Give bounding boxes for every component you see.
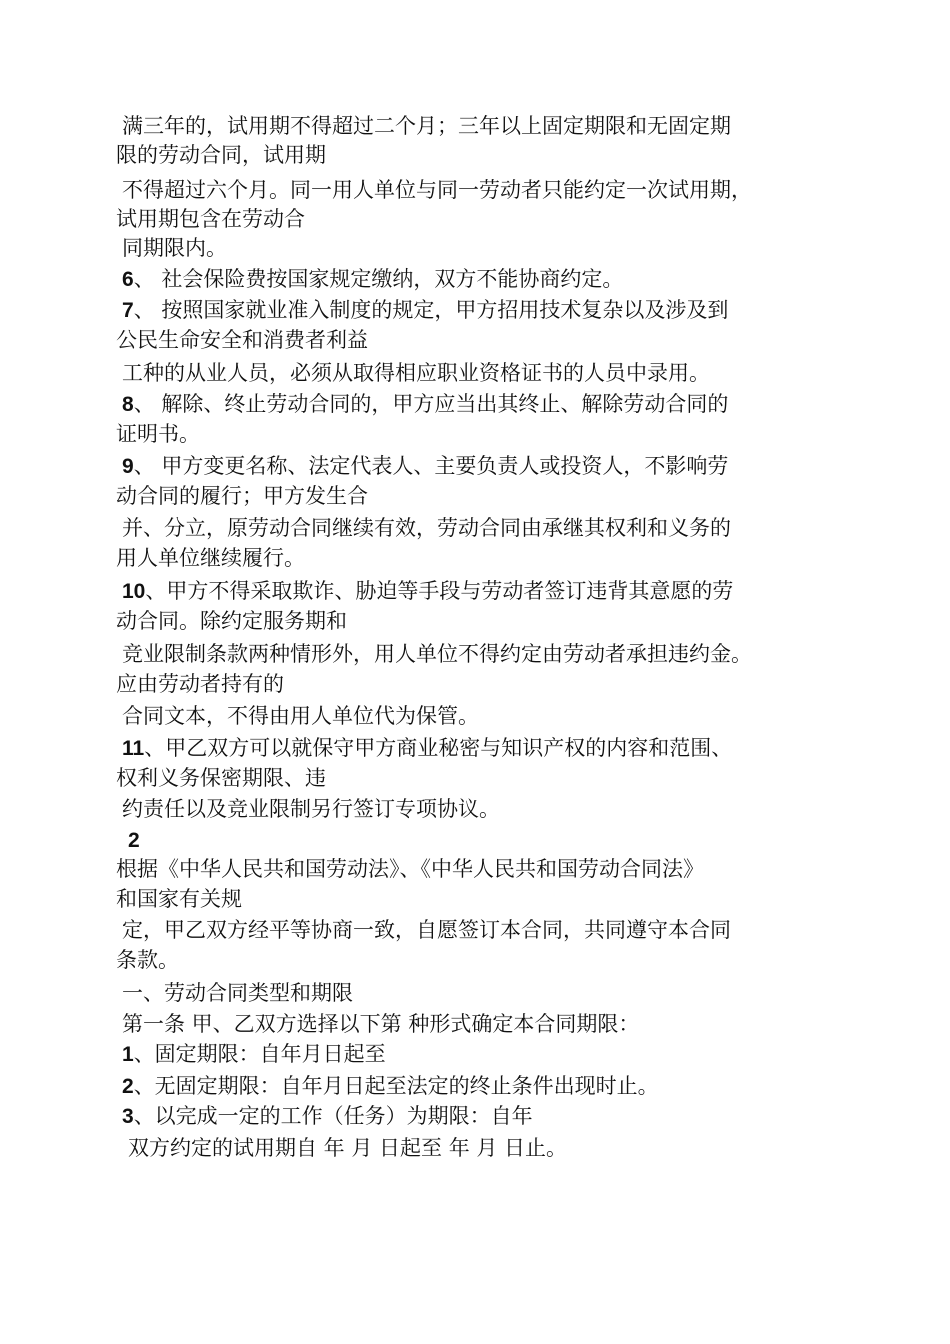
list-item: 6、 社会保险费按国家规定缴纳，双方不能协商约定。	[122, 267, 624, 291]
text-line: 根据《中华人民共和国劳动法》、《中华人民共和国劳动合同法》	[116, 857, 704, 881]
text-line: 定，甲乙双方经平等协商一致，自愿签订本合同，共同遵守本合同	[122, 918, 731, 942]
text-line: 第一条 甲、乙双方选择以下第 种形式确定本合同期限：	[122, 1012, 640, 1036]
text-line: 条款。	[116, 948, 179, 972]
text-line: 公民生命安全和消费者利益	[116, 328, 368, 352]
text-line: 限的劳动合同，试用期	[116, 143, 326, 167]
text-line: 工种的从业人员，必须从取得相应职业资格证书的人员中录用。	[122, 361, 710, 385]
text-line: 动合同。除约定服务期和	[116, 609, 347, 633]
list-item: 9、 甲方变更名称、法定代表人、主要负责人或投资人，不影响劳	[122, 454, 729, 478]
list-item: 8、 解除、终止劳动合同的，甲方应当出其终止、解除劳动合同的	[122, 392, 729, 416]
text-line: 用人单位继续履行。	[116, 546, 305, 570]
text-line: 不得超过六个月。同一用人单位与同一劳动者只能约定一次试用期，	[122, 178, 752, 202]
text-line: 证明书。	[116, 422, 200, 446]
text-line: 并、分立，原劳动合同继续有效，劳动合同由承继其权利和义务的	[122, 516, 731, 540]
list-item: 3、以完成一定的工作（任务）为期限：自年	[122, 1104, 533, 1128]
text-line: 约责任以及竞业限制另行签订专项协议。	[122, 797, 500, 821]
page-number: 2	[128, 829, 140, 852]
list-item: 2、无固定期限：自年月日起至法定的终止条件出现时止。	[122, 1074, 659, 1098]
text-line: 和国家有关规	[116, 887, 242, 911]
text-line: 满三年的，试用期不得超过二个月；三年以上固定期限和无固定期	[122, 114, 731, 138]
list-item: 11、甲乙双方可以就保守甲方商业秘密与知识产权的内容和范围、	[122, 736, 733, 760]
text-line: 动合同的履行；甲方发生合	[116, 484, 368, 508]
text-line: 合同文本，不得由用人单位代为保管。	[122, 704, 479, 728]
text-line: 权利义务保密期限、违	[116, 766, 326, 790]
text-line: 竞业限制条款两种情形外，用人单位不得约定由劳动者承担违约金。	[122, 642, 752, 666]
text-line: 双方约定的试用期自 年 月 日起至 年 月 日止。	[128, 1136, 568, 1160]
list-item: 7、 按照国家就业准入制度的规定，甲方招用技术复杂以及涉及到	[122, 298, 729, 322]
text-line: 应由劳动者持有的	[116, 672, 284, 696]
section-heading: 一、劳动合同类型和期限	[122, 981, 353, 1005]
text-line: 同期限内。	[122, 236, 227, 260]
list-item: 10、甲方不得采取欺诈、胁迫等手段与劳动者签订违背其意愿的劳	[122, 579, 734, 603]
list-item: 1、固定期限：自年月日起至	[122, 1042, 386, 1066]
text-line: 试用期包含在劳动合	[116, 207, 305, 231]
